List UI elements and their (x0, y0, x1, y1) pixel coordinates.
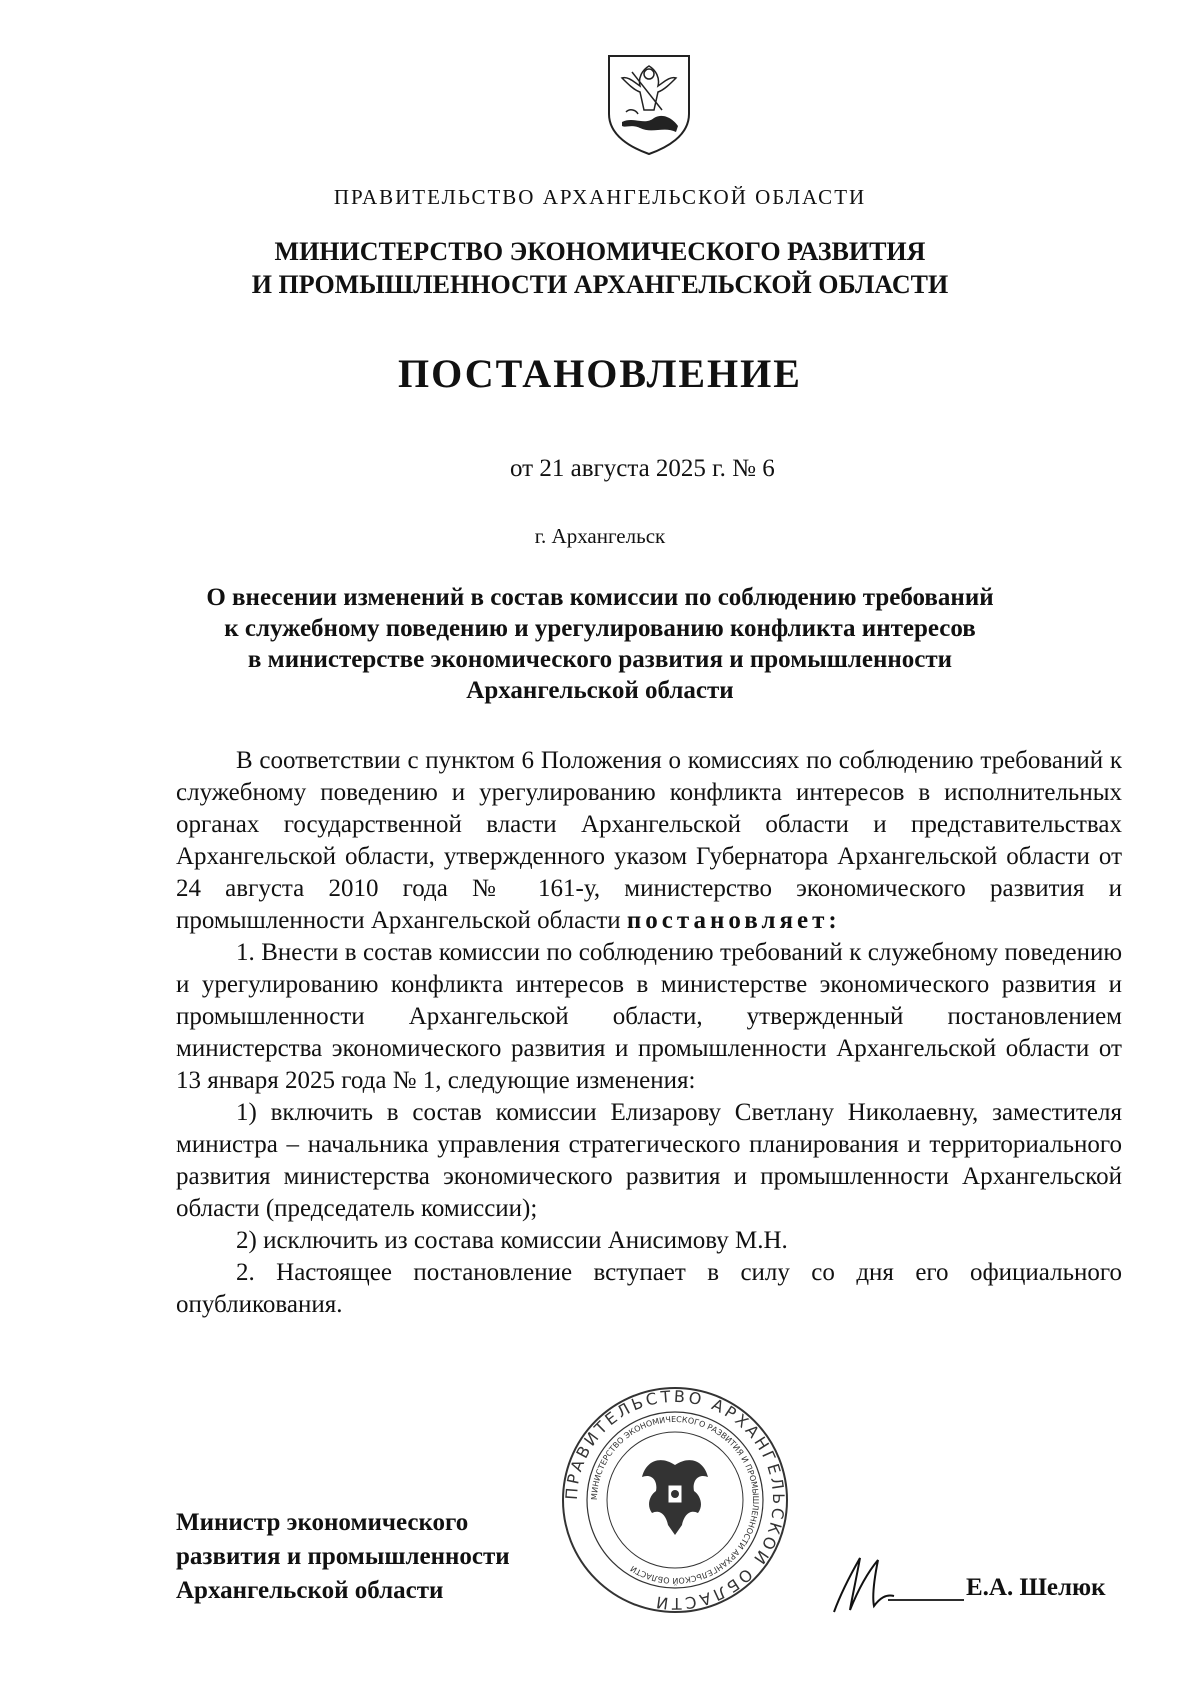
ministry-name-line1: МИНИСТЕРСТВО ЭКОНОМИЧЕСКОГО РАЗВИТИЯ (274, 237, 926, 266)
signer-position-line2: развития и промышленности (176, 1543, 510, 1570)
svg-text:ПРАВИТЕЛЬСТВО АРХАНГЕЛЬСКОЙ ОБ: ПРАВИТЕЛЬСТВО АРХАНГЕЛЬСКОЙ ОБЛАСТИ (561, 1386, 789, 1614)
decree-word: постановляет: (626, 907, 841, 934)
item-1-2: 2) исключить из состава комиссии Анисимову М.Н. (236, 1227, 788, 1254)
title-line1: О внесении изменений в состав комиссии по соблюдению требований (206, 584, 994, 611)
government-name: ПРАВИТЕЛЬСТВО АРХАНГЕЛЬСКОЙ ОБЛАСТИ (333, 185, 867, 209)
ministry-name (0, 235, 1200, 301)
signer-name: Е.А. Шелюк (966, 1574, 1106, 1601)
signer-position-line1: Министр экономического (176, 1509, 469, 1536)
document-city: г. Архангельск (534, 524, 666, 548)
ministry-name-line2: И ПРОМЫШЛЕННОСТИ АРХАНГЕЛЬСКОЙ ОБЛАСТИ (251, 270, 949, 299)
svg-text:МИНИСТЕРСТВО ЭКОНОМИЧЕСКОГО РА: МИНИСТЕРСТВО ЭКОНОМИЧЕСКОГО РАЗВИТИЯ И ПРОМЫШЛЕННОСТИ АРХАНГЕЛЬСКОЙ ОБЛАСТИ (589, 1414, 761, 1586)
preamble-text: В соответствии с пунктом 6 Положения о комиссиях по соблюдению требований к служебному поведению и урегулированию конфликта интересов в исполнительных органах государственной власти Архангельской области и представительствах Архангельской области, утвержденного указом Губернатора Архангельской области от 24 августа 2010 года № 161-у, министерство экономического развития и промышленности Архангельской области (176, 747, 1122, 934)
title-line3: в министерстве экономического развития и промышленности (247, 646, 953, 673)
title-line4: Архангельской области (466, 677, 734, 704)
double-headed-eagle-icon (642, 1460, 708, 1535)
document-title (120, 582, 1080, 706)
item-2: 2. Настоящее постановление вступает в силу со дня его официального опубликования. (176, 1259, 1122, 1318)
item-1-1: 1) включить в состав комиссии Елизарову Светлану Николаевну, заместителя министра – начальника управления стратегического планирования и территориального развития министерства экономического развития и промышленности Архангельской области (председатель комиссии); (176, 1099, 1122, 1222)
signer-position (176, 1506, 510, 1608)
coat-of-arms-icon (604, 52, 694, 156)
signer-position-line3: Архангельской области (176, 1577, 444, 1604)
item-1: 1. Внести в состав комиссии по соблюдению требований к служебному поведению и урегулированию конфликта интересов в министерстве экономического развития и промышленности Архангельской области, утвержденный постановлением министерства экономического развития и промышленности Архангельской области от 13 января 2025 года № 1, следующие изменения: (176, 939, 1122, 1094)
official-seal (560, 1385, 790, 1615)
handwritten-signature (828, 1550, 968, 1620)
title-line2: к служебному поведению и урегулированию конфликта интересов (224, 615, 976, 642)
document-body (176, 745, 1122, 1321)
document-date-number: от 21 августа 2025 г. № 6 (510, 455, 775, 482)
document-type: ПОСТАНОВЛЕНИЕ (398, 351, 802, 396)
preamble-paragraph (176, 745, 1122, 937)
